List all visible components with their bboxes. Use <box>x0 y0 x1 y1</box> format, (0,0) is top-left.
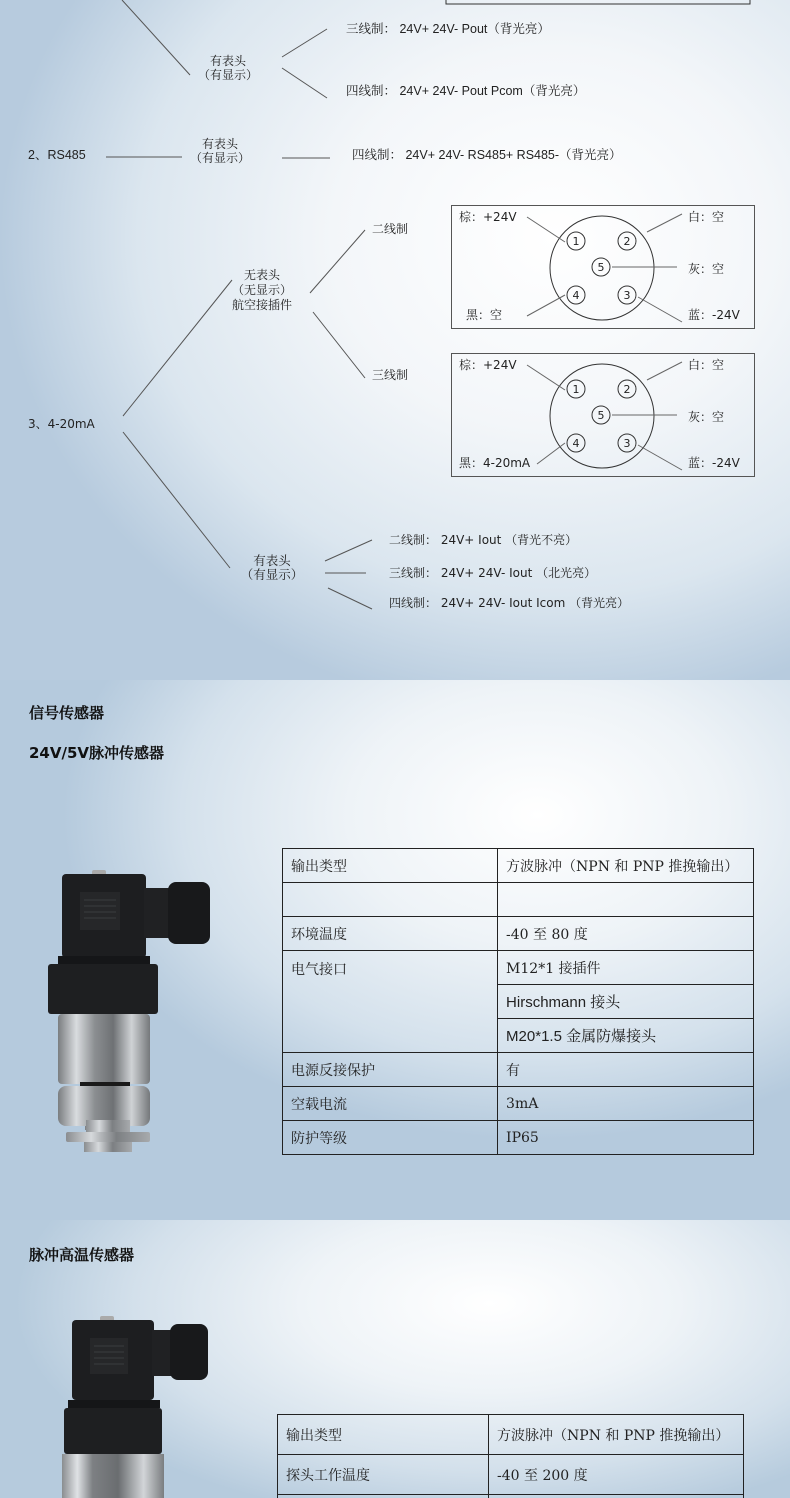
blue-wire-label: 蓝：-24V <box>688 308 740 322</box>
display-two-wire: 二线制： 24V+ Iout （背光不亮） <box>389 533 578 547</box>
spec-value: 有 <box>498 1053 754 1087</box>
spec-label: 环境温度 <box>283 917 498 951</box>
rs485-label: 2、RS485 <box>28 148 86 162</box>
svg-text:5: 5 <box>597 409 605 422</box>
signal-spec-table <box>282 848 754 1155</box>
signal-sensor-section <box>0 680 790 1220</box>
table-row <box>283 1121 754 1155</box>
svg-text:5: 5 <box>597 261 605 274</box>
spec-value: 3mA <box>498 1087 754 1121</box>
rs485-four-wire: 四线制： 24V+ 24V- RS485+ RS485-（背光亮） <box>352 148 622 162</box>
node-line-2: （有显示） <box>197 68 258 82</box>
black-wire-label: 黑：空 <box>466 308 503 322</box>
spec-value: 方波脉冲（NPN 和 PNP 推挽输出） <box>498 849 754 883</box>
spec-value: Hirschmann 接头 <box>498 985 754 1019</box>
table-row <box>278 1415 744 1455</box>
rs485-node <box>184 137 256 165</box>
node-line-2: （有显示） <box>240 567 304 582</box>
high-temp-sensor-image <box>60 1316 220 1498</box>
brown-wire-label: 棕：+24V <box>459 358 517 372</box>
table-row <box>283 849 754 883</box>
no-display-node <box>222 268 302 313</box>
node-line-3: 航空接插件 <box>231 298 292 312</box>
pressure-display-node <box>192 54 264 82</box>
svg-text:3: 3 <box>623 437 631 450</box>
spec-value <box>498 883 754 917</box>
node-line-2: （有显示） <box>189 151 250 165</box>
svg-text:3: 3 <box>623 289 631 302</box>
current-display-node <box>236 554 308 582</box>
pin-diagram-two-wire <box>451 205 755 329</box>
table-row <box>278 1495 744 1498</box>
pressure-four-wire: 四线制： 24V+ 24V- Pout Pcom（背光亮） <box>346 84 586 98</box>
svg-text:2: 2 <box>623 235 631 248</box>
node-line-1: 有表头 <box>209 54 246 68</box>
display-four-wire: 四线制： 24V+ 24V- Iout Icom （背光亮） <box>389 596 630 610</box>
section-title: 信号传感器 <box>29 704 105 722</box>
section-title: 脉冲高温传感器 <box>29 1246 135 1264</box>
svg-text:1: 1 <box>572 383 580 396</box>
section-subtitle: 24V/5V脉冲传感器 <box>29 744 165 762</box>
spec-label: 空载电流 <box>283 1087 498 1121</box>
grey-wire-label: 灰：空 <box>688 262 725 276</box>
spec-value <box>489 1495 744 1498</box>
node-line-2: （无显示） <box>231 283 292 297</box>
grey-wire-label: 灰：空 <box>688 410 725 424</box>
spec-value: M20*1.5 金属防爆接头 <box>498 1019 754 1053</box>
display-three-wire: 三线制： 24V+ 24V- Iout （北光亮） <box>389 566 597 580</box>
node-line-1: 有表头 <box>253 553 291 568</box>
black-wire-label: 黑：4-20mA <box>459 456 531 470</box>
spec-label: 电源反接保护 <box>283 1053 498 1087</box>
spec-label: 防护等级 <box>283 1121 498 1155</box>
spec-label <box>278 1495 489 1498</box>
spec-value: 方波脉冲（NPN 和 PNP 推挽输出） <box>489 1415 744 1455</box>
node-line-1: 无表头 <box>243 268 280 282</box>
svg-text:4: 4 <box>572 437 580 450</box>
spec-label <box>283 883 498 917</box>
svg-text:2: 2 <box>623 383 631 396</box>
pressure-three-wire: 三线制： 24V+ 24V- Pout（背光亮） <box>346 22 550 36</box>
table-row <box>278 1455 744 1495</box>
node-line-1: 有表头 <box>201 137 238 151</box>
table-row <box>283 883 754 917</box>
spec-value: -40 至 80 度 <box>498 917 754 951</box>
white-wire-label: 白：空 <box>688 358 725 372</box>
pin-diagram-three-wire <box>451 353 755 477</box>
spec-label: 电气接口 <box>283 951 498 1053</box>
high-temp-sensor-section <box>0 1220 790 1498</box>
spec-value: IP65 <box>498 1121 754 1155</box>
table-row <box>283 951 754 985</box>
spec-label: 探头工作温度 <box>278 1455 489 1495</box>
table-row <box>283 1053 754 1087</box>
brown-wire-label: 棕：+24V <box>459 210 517 224</box>
spec-label: 输出类型 <box>278 1415 489 1455</box>
spec-value: M12*1 接插件 <box>498 951 754 985</box>
spec-value: -40 至 200 度 <box>489 1455 744 1495</box>
two-wire-label: 二线制 <box>372 222 409 236</box>
svg-text:4: 4 <box>572 289 580 302</box>
pressure-sensor-image <box>40 870 220 1130</box>
table-row <box>283 917 754 951</box>
thread-fitting-image <box>62 1120 152 1160</box>
svg-text:1: 1 <box>572 235 580 248</box>
spec-label: 输出类型 <box>283 849 498 883</box>
high-temp-spec-table <box>277 1414 744 1498</box>
blue-wire-label: 蓝：-24V <box>688 456 740 470</box>
current-label: 3、4-20mA <box>28 417 95 431</box>
wiring-diagram-section <box>0 0 790 680</box>
white-wire-label: 白：空 <box>688 210 725 224</box>
three-wire-label: 三线制 <box>372 368 409 382</box>
table-row <box>283 1087 754 1121</box>
